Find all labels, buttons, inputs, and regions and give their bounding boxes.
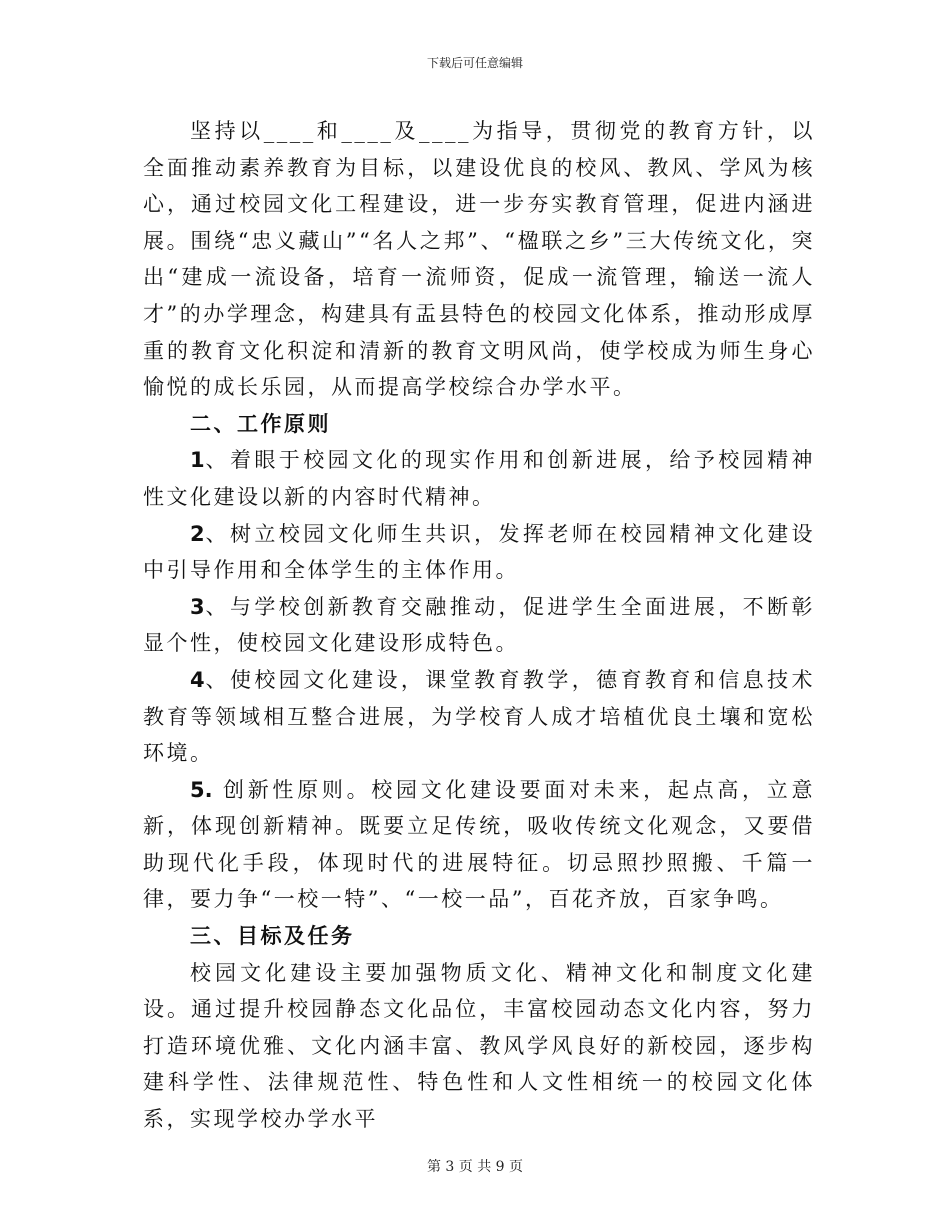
item-text: 创新性原则。校园文化建设要面对未来，起点高，立意新，体现创新精神。既要立足传统，吸收传统文化观念，又要借助现代化手段，体现时代的进展特征。切忌照抄照搬、千篇一律，要力争“一校一特”、“一校一品”，百花齐放，百家争鸣。 xyxy=(143,777,815,912)
item-number: 5. xyxy=(190,777,213,802)
principle-item xyxy=(143,662,815,772)
page-header: 下载后可任意编辑 xyxy=(426,56,523,70)
item-text: 、与学校创新教育交融推动，促进学生全面进展，不断彰显个性，使校园文化建设形成特色。 xyxy=(143,594,815,656)
item-text: 、树立校园文化师生共识，发挥老师在校园精神文化建设中引导作用和全体学生的主体作用。 xyxy=(143,521,815,583)
item-number: 2 xyxy=(190,521,205,546)
section-heading-principles: 二、工作原则 xyxy=(190,410,331,436)
item-text: 、使校园文化建设，课堂教育教学，德育教育和信息技术教育等领域相互整合进展，为学校育人成才培植优良土壤和宽松环境。 xyxy=(143,667,815,766)
item-number: 3 xyxy=(190,594,205,619)
intro-paragraph: 坚持以____和____及____为指导，贯彻党的教育方针，以全面推动素养教育为目标，以建设优良的校风、教风、学风为核心，通过校园文化工程建设，进一步夯实教育管理，促进内涵进展。围绕“忠义藏山”“名人之邦”、“楹联之乡”三大传统文化，突出“建成一流设备，培育一流师资，促成一流管理，输送一流人才”的办学理念，构建具有盂县特色的校园文化体系，推动形成厚重的教育文化积淀和清新的教育文明风尚，使学校成为师生身心愉悦的成长乐园，从而提高学校综合办学水平。 xyxy=(143,119,815,400)
principle-item xyxy=(143,442,815,515)
goals-paragraph: 校园文化建设主要加强物质文化、精神文化和制度文化建设。通过提升校园静态文化品位，丰富校园动态文化内容，努力打造环境优雅、文化内涵丰富、教风学风良好的新校园，逐步构建科学性、法律规范性、特色性和人文性相统一的校园文化体系，实现学校办学水平 xyxy=(143,960,815,1132)
principle-item xyxy=(143,589,815,662)
principle-item xyxy=(143,772,815,918)
page-footer: 第 3 页 共 9 页 xyxy=(426,1159,524,1175)
document-body xyxy=(143,113,815,1138)
principle-item xyxy=(143,516,815,589)
item-number: 4 xyxy=(190,667,205,692)
section-heading-goals: 三、目标及任务 xyxy=(190,923,355,949)
item-text: 、着眼于校园文化的现实作用和创新进展，给予校园精神性文化建设以新的内容时代精神。 xyxy=(143,448,815,509)
item-number: 1 xyxy=(190,448,205,473)
